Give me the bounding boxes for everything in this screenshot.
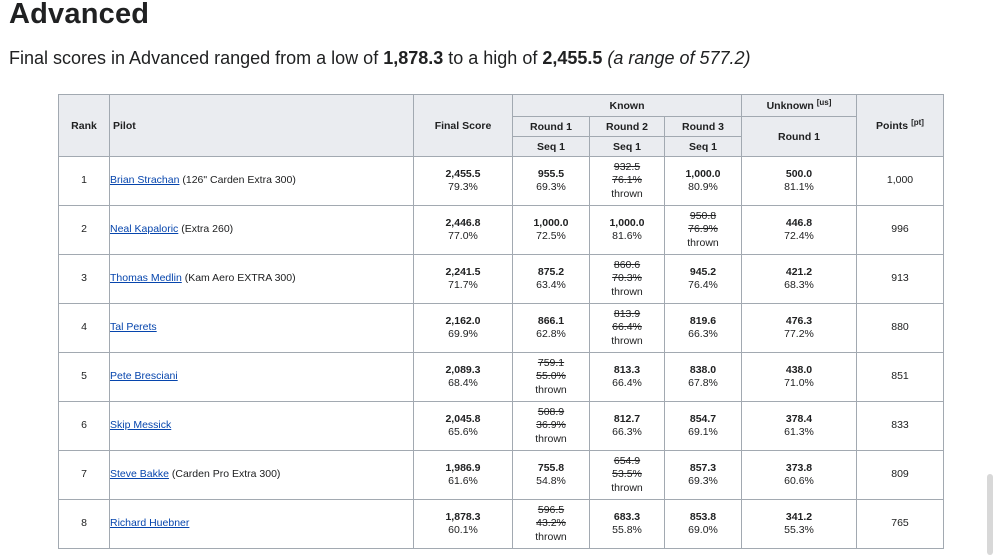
round-score: 866.1 [537,314,565,327]
results-body [59,157,944,549]
pilot-cell [110,304,414,353]
final-score-value: 1,986.9 [445,461,481,474]
known-round-1-cell [513,255,590,304]
final-score-value: 2,045.8 [445,412,481,425]
pilot-cell [110,353,414,402]
thrown-label: thrown [611,334,643,347]
round-score: 853.8 [689,510,717,523]
thrown-label: thrown [611,481,643,494]
round-score: 508.9 [537,405,565,418]
final-score-cell [414,206,513,255]
pilot-cell [110,157,414,206]
rank-cell: 4 [59,304,110,353]
round-percent: 61.3% [784,426,814,438]
pilot-cell [110,255,414,304]
final-score-value: 1,878.3 [445,510,481,523]
summary-range-note: (a range of 577.2) [607,48,751,68]
header-points[interactable] [857,95,944,157]
pilot-aircraft: (Kam Aero EXTRA 300) [181,272,296,285]
round-percent: 66.3% [688,328,718,340]
known-round-2-cell [590,451,665,500]
round-score: 819.6 [689,314,717,327]
table-row [59,206,944,255]
round-percent: 69.3% [688,475,718,487]
round-score: 950.8 [689,209,717,222]
table-row [59,255,944,304]
unknown-round-1-cell [742,500,857,549]
known-round-2-cell [590,157,665,206]
final-score-percent: 71.7% [448,279,478,291]
final-score-value: 2,446.8 [445,216,481,229]
rank-cell: 7 [59,451,110,500]
known-round-1-cell [513,304,590,353]
section-heading: Advanced [9,0,150,30]
round-score: 438.0 [785,363,813,376]
pilot-link[interactable]: Steve Bakke [110,468,169,481]
round-percent: 43.2% [536,517,566,530]
round-score: 838.0 [689,363,717,376]
final-score-percent: 61.6% [448,475,478,487]
unknown-round-1-cell [742,402,857,451]
final-score-percent: 65.6% [448,426,478,438]
final-score-percent: 77.0% [448,230,478,242]
final-score-cell [414,353,513,402]
round-percent: 36.9% [536,419,566,432]
round-percent: 68.3% [784,279,814,291]
round-percent: 71.0% [784,377,814,389]
round-score: 813.3 [613,363,641,376]
points-cell: 996 [857,206,944,255]
table-row [59,353,944,402]
points-cell: 880 [857,304,944,353]
thrown-label: thrown [535,432,567,445]
final-score-percent: 60.1% [448,524,478,536]
final-score-value: 2,455.5 [445,167,481,180]
pilot-link[interactable]: Skip Messick [110,419,172,432]
round-percent: 70.3% [612,272,642,285]
header-rank[interactable]: Rank [59,95,110,157]
unknown-round-1-cell [742,451,857,500]
round-score: 654.9 [613,454,641,467]
round-score: 341.2 [785,510,813,523]
thrown-label: thrown [535,530,567,543]
round-score: 812.7 [613,412,641,425]
final-score-value: 2,162.0 [445,314,481,327]
rank-cell: 8 [59,500,110,549]
final-score-value: 2,241.5 [445,265,481,278]
round-percent: 76.9% [688,223,718,236]
pilot-link[interactable]: Richard Huebner [110,517,190,530]
round-percent: 55.8% [612,524,642,536]
pilot-aircraft: (126" Carden Extra 300) [179,174,296,187]
round-percent: 66.4% [612,377,642,389]
round-score: 446.8 [785,216,813,229]
header-seq-2: Seq 1 [590,137,665,157]
unknown-round-1-cell [742,206,857,255]
round-score: 596.5 [537,503,565,516]
known-round-3-cell [665,157,742,206]
round-score: 476.3 [785,314,813,327]
summary-low-score: 1,878.3 [383,48,444,68]
header-known: Known [513,95,742,117]
header-known-round-1: Round 1 [513,117,590,137]
round-score: 857.3 [689,461,717,474]
round-percent: 53.5% [612,468,642,481]
header-known-round-3: Round 3 [665,117,742,137]
points-cell: 809 [857,451,944,500]
known-round-3-cell [665,255,742,304]
rank-cell: 5 [59,353,110,402]
points-cell: 1,000 [857,157,944,206]
round-percent: 76.4% [688,279,718,291]
round-percent: 80.9% [688,181,718,193]
known-round-1-cell [513,402,590,451]
known-round-2-cell [590,500,665,549]
pilot-link[interactable]: Brian Strachan [110,174,180,187]
round-score: 854.7 [689,412,717,425]
summary-prefix: Final scores in Advanced ranged from a low of [9,48,384,68]
round-percent: 67.8% [688,377,718,389]
final-score-cell [414,157,513,206]
header-known-round-2: Round 2 [590,117,665,137]
round-percent: 54.8% [536,475,566,487]
pilot-aircraft: (Carden Pro Extra 300) [168,468,281,481]
final-score-cell [414,402,513,451]
unknown-round-1-cell [742,255,857,304]
header-unknown [742,95,857,117]
known-round-2-cell [590,402,665,451]
final-score-cell [414,255,513,304]
header-final-score[interactable]: Final Score [414,95,513,157]
final-score-percent: 69.9% [448,328,478,340]
round-percent: 55.3% [784,524,814,536]
round-score: 500.0 [785,167,813,180]
round-score: 875.2 [537,265,565,278]
points-cell: 913 [857,255,944,304]
thrown-label: thrown [611,187,643,200]
known-round-2-cell [590,353,665,402]
known-round-2-cell [590,206,665,255]
round-percent: 69.1% [688,426,718,438]
results-table [58,94,944,549]
round-percent: 76.1% [612,174,642,187]
round-score: 813.9 [613,307,641,320]
known-round-3-cell [665,353,742,402]
round-score: 421.2 [785,265,813,278]
table-row [59,157,944,206]
round-percent: 69.3% [536,181,566,193]
round-percent: 77.2% [784,328,814,340]
header-seq-1: Seq 1 [513,137,590,157]
round-percent: 60.6% [784,475,814,487]
round-percent: 69.0% [688,524,718,536]
known-round-3-cell [665,500,742,549]
round-score: 1,000.0 [685,167,721,180]
table-row [59,500,944,549]
final-score-percent: 79.3% [448,181,478,193]
round-score: 945.2 [689,265,717,278]
final-score-cell [414,304,513,353]
round-percent: 72.4% [784,230,814,242]
summary-middle: to a high of [443,48,543,68]
rank-cell: 3 [59,255,110,304]
pilot-link[interactable]: Thomas Medlin [110,272,182,285]
rank-cell: 2 [59,206,110,255]
thrown-label: thrown [611,285,643,298]
round-percent: 72.5% [536,230,566,242]
known-round-1-cell [513,353,590,402]
unknown-round-1-cell [742,304,857,353]
thrown-label: thrown [687,236,719,249]
round-score: 860.6 [613,258,641,271]
known-round-3-cell [665,304,742,353]
round-percent: 62.8% [536,328,566,340]
header-pilot[interactable]: Pilot [110,95,414,157]
round-score: 378.4 [785,412,813,425]
rank-cell: 6 [59,402,110,451]
score-range-summary [9,48,751,69]
round-score: 1,000.0 [609,216,645,229]
pilot-cell [110,206,414,255]
known-round-2-cell [590,304,665,353]
header-unknown-label: Unknown [766,99,814,112]
round-percent: 66.4% [612,321,642,334]
round-percent: 55.0% [536,370,566,383]
points-cell: 833 [857,402,944,451]
known-round-1-cell [513,451,590,500]
round-score: 683.3 [613,510,641,523]
scrollbar-thumb[interactable] [987,474,993,555]
known-round-1-cell [513,157,590,206]
header-unknown-round-1: Round 1 [742,117,857,157]
header-points-label: Points [876,119,909,132]
round-percent: 63.4% [536,279,566,291]
pilot-link[interactable]: Tal Perets [110,321,157,334]
round-percent: 66.3% [612,426,642,438]
pilot-cell [110,402,414,451]
known-round-1-cell [513,500,590,549]
known-round-2-cell [590,255,665,304]
pilot-link[interactable]: Pete Bresciani [110,370,178,383]
pilot-cell [110,500,414,549]
rank-cell: 1 [59,157,110,206]
round-score: 932.5 [613,160,641,173]
footnote-unknown-link[interactable]: [us] [816,97,832,107]
round-percent: 81.6% [612,230,642,242]
table-row [59,402,944,451]
pilot-aircraft: (Extra 260) [178,223,234,236]
footnote-points-link[interactable]: [pt] [911,117,924,127]
final-score-value: 2,089.3 [445,363,481,376]
pilot-cell [110,451,414,500]
known-round-3-cell [665,402,742,451]
known-round-3-cell [665,206,742,255]
points-cell: 765 [857,500,944,549]
round-score: 373.8 [785,461,813,474]
round-score: 1,000.0 [533,216,569,229]
round-score: 759.1 [537,356,565,369]
round-score: 755.8 [537,461,565,474]
known-round-3-cell [665,451,742,500]
table-row [59,304,944,353]
header-seq-3: Seq 1 [665,137,742,157]
summary-high-score: 2,455.5 [542,48,603,68]
pilot-link[interactable]: Neal Kapaloric [110,223,179,236]
round-percent: 81.1% [784,181,814,193]
table-row [59,451,944,500]
round-score: 955.5 [537,167,565,180]
thrown-label: thrown [535,383,567,396]
points-cell: 851 [857,353,944,402]
known-round-1-cell [513,206,590,255]
unknown-round-1-cell [742,157,857,206]
unknown-round-1-cell [742,353,857,402]
final-score-cell [414,500,513,549]
final-score-percent: 68.4% [448,377,478,389]
final-score-cell [414,451,513,500]
